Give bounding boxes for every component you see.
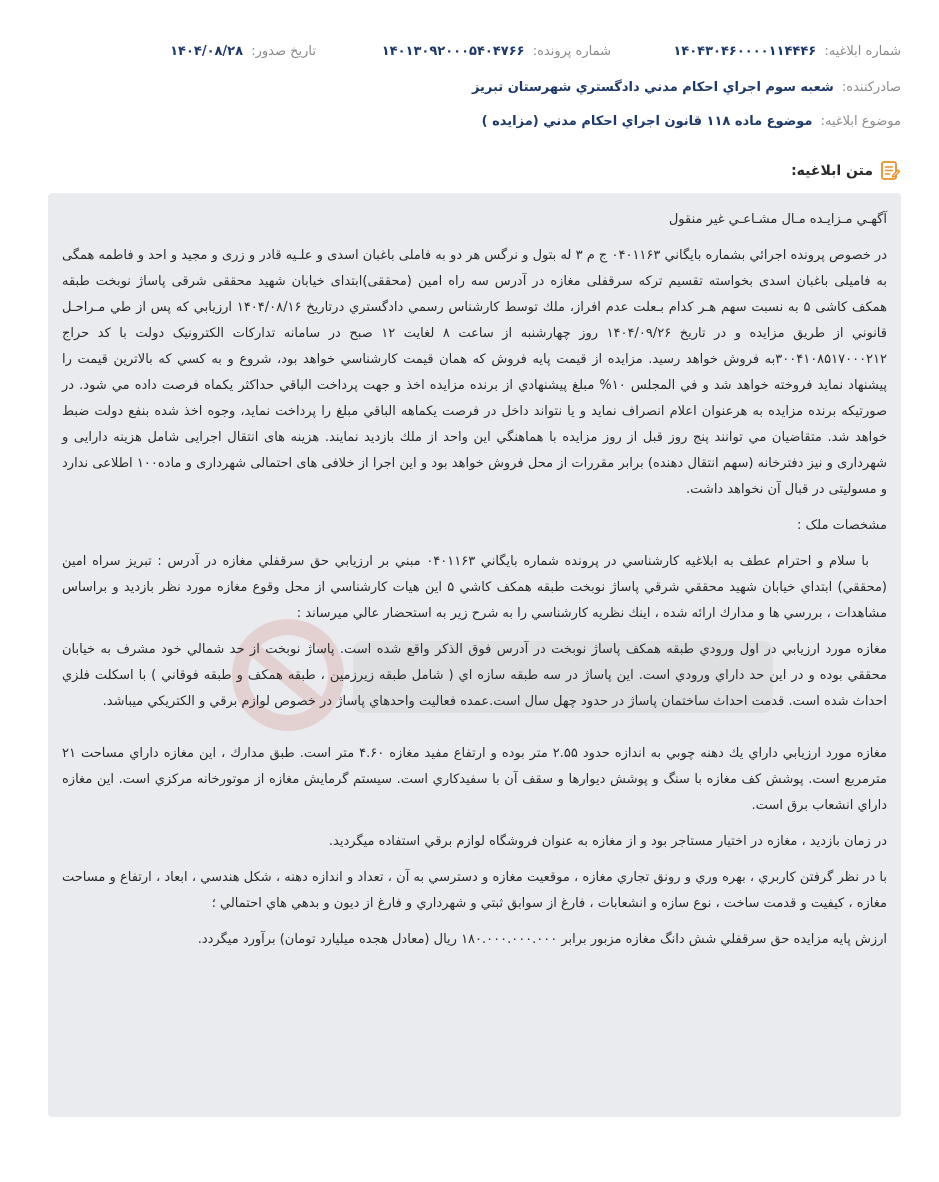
subject-value: موضوع ماده ۱۱۸ قانون اجراي احکام مدني (مزايده ) <box>481 114 813 129</box>
notice-number-value: ۱۴۰۴۳۰۴۶۰۰۰۰۱۱۴۴۴۶ <box>673 44 817 59</box>
notice-body-paragraph: در خصوص پرونده اجرائي بشماره بايگاني ۰۴۰۱۱۶۳ ج م ۳ له بتول و نرگس هر دو به فاملی باغبان اسدی و علـیه قادر و زری و مجید و احد و فاطمه همگی به فامیلی باغبان اسدی بخواسته تقسیم ترکه سرقفلی مغازه در آدرس سه راه امین (محققی)ابتدای خیابان شهید محققی شرقی پاساژ نوبخت طبقه همکف کاشی ۵ به نسبت سهم هـر كدام بـعلت عدم افراز، ملك توسط كارشناس رسمي دادگستري درتاريخ ۱۴۰۴/۰۸/۱۶ ارزيابي كه پس از طي مـراحـل قانوني از طريق مزايده و در تاريخ ۱۴۰۴/۰۹/۲۶ روز چهارشنبه از ساعت ۸ لغایت ۱۲ صبح در سامانه تدارکات الکترونیک دولت با کد حراج ۳۰۰۴۱۰۸۵۱۷۰۰۰۲۱۲به فروش خواهد رسيد. مزايده از قيمت پايه فروش كه همان قيمت كارشناسي خواهد بود، شروع و به كسي كه بالاترين قيمت را پيشنهاد نمايد فروخته خواهد شد و في المجلس ۱۰% مبلغ پيشنهادي از برنده مزايده اخذ و جهت پرداخت الباقي حداكثر يكماه فرصت داده مي شود. در صورتيكه برنده مزايده به هرعنوان اعلام انصراف نمايد و يا نتواند داخل در فرصت يكماهه الباقي مبلغ را پرداخت نمايد، وجوه اخذ شده بنفع دولت ضبط خواهد شد. متقاضيان مي توانند پنج روز قبل از روز مزايده با هماهنگي اين واحد از ملك بازديد نمايند. هزينه های انتقال اجرایی شامل هزینه دارایی و شهرداری و نیز دفترخانه (سهم انتقال دهنده) برابر مقررات از محل فروش خواهد بود و این اجرا از خلافی های احتمالی شهرداری و ماده۱۰۰ اطلاعی ندارد و مسولیتی در قبال آن نخواهد داشت. <box>62 248 887 497</box>
case-number-value: ۱۴۰۱۳۰۹۲۰۰۰۵۴۰۴۷۶۶ <box>381 44 525 59</box>
issuer-label: صادرکننده: <box>841 80 901 95</box>
case-number <box>382 44 611 59</box>
document-icon <box>879 160 901 182</box>
issuer-value: شعبه سوم اجراي احکام مدني دادگستري شهرستان تبريز <box>471 80 834 95</box>
notice-body-title: آگهـي مـزايـده مـال مشـاعـي غير منقول <box>668 212 887 227</box>
notice-text-heading-label: متن ابلاغیه: <box>791 163 873 179</box>
issuer-line <box>472 80 901 95</box>
notice-body-paragraph: مغازه مورد ارزيابي داراي يك دهنه چوبي به اندازه حدود ۲.۵۵ متر بوده و ارتفاع مفيد مغازه ۴.۶۰ متر است. طبق مدارك ، اين مغازه داراي مساحت ۲۱ مترمربع است. پوشش كف مغازه با سنگ و پوشش ديوارها و سقف آن با سفيدكاري است. سيستم گرمايش مغازه از موتورخانه مركزي است. اين مغازه داراي انشعاب برق است. <box>62 746 888 813</box>
notice-text-panel <box>48 193 901 1117</box>
notice-body-paragraph: ارزش پايه مزايده حق سرقفلي شش دانگ مغازه مزبور برابر ۱۸۰.۰۰۰.۰۰۰.۰۰۰ ريال (معادل هجده ميليارد تومان) برآورد ميگردد. <box>197 932 887 947</box>
notice-body <box>62 207 887 963</box>
notice-text-heading <box>791 160 901 182</box>
subject-label: موضوع ابلاغیه: <box>820 114 901 129</box>
subject-line <box>482 114 901 129</box>
header-meta-row <box>38 44 901 68</box>
notice-body-paragraph: با سلام و احترام عطف به ابلاغيه كارشناسي در پرونده شماره بايگاني ۰۴۰۱۱۶۳ مبني بر ارزيابي حق سرقفلي مغازه در آدرس : تبريز سراه امين (محققي) ابتداي خيابان شهيد محققي شرقي پاساژ نوبخت طبقه همكف كاشي ۵ اين هيات كارشناسي از محل وقوع مغازه مورد نظر بازديد و براساس مشاهدات ، بررسي ها و مدارك ارائه شده ، اينك نظريه كارشناسي را به شرح زير به استحضار عالي ميرساند : <box>62 554 887 621</box>
notice-body-paragraph: با در نظر گرفتن كاربري ، بهره وري و رونق تجاري مغازه ، موقعيت مغازه و دسترسي به آن ، تعداد و اندازه دهنه ، شكل هندسي ، ابعاد ، ارتفاع و مساحت مغازه ، كيفيت و قدمت ساخت ، نوع سازه و انشعابات ، فارغ از سوابق ثبتي و شهرداري و فارغ از ديون و بدهي هاي احتمالي ؛ <box>62 870 887 911</box>
notice-body-paragraph: مشخصات ملک : <box>797 518 887 533</box>
notice-number <box>673 44 901 59</box>
notice-body-paragraph: مغازه مورد ارزيابي در اول ورودي طبقه همكف پاساژ نوبخت در آدرس فوق الذكر واقع شده است. پاساژ نوبخت از حد شمالي خود مشرف به خيابان محققي بوده و در اين حد داراي ورودي است. اين پاساژ در سه طبقه سازه اي ( شامل طبقه زيرزمين ، طبقه همكف و طبقه فوقاني ) با اسكلت فلزي احداث شده است. قدمت احداث ساختمان پاساژ در حدود چهل سال است.عمده فعاليت واحدهاي پاساژ در خصوص لوازم برقي و الكتريكي ميباشد. <box>62 642 887 709</box>
case-number-label: شماره پرونده: <box>532 44 611 59</box>
notice-number-label: شماره ابلاغیه: <box>824 44 901 59</box>
notice-body-paragraph: در زمان بازديد ، مغازه در اختيار مستاجر بود و از مغازه به عنوان فروشگاه لوازم برقي استفاده ميگرديد. <box>328 834 887 849</box>
issue-date <box>170 44 316 59</box>
issue-date-value: ۱۴۰۴/۰۸/۲۸ <box>170 44 244 59</box>
issue-date-label: تاریخ صدور: <box>251 44 316 59</box>
